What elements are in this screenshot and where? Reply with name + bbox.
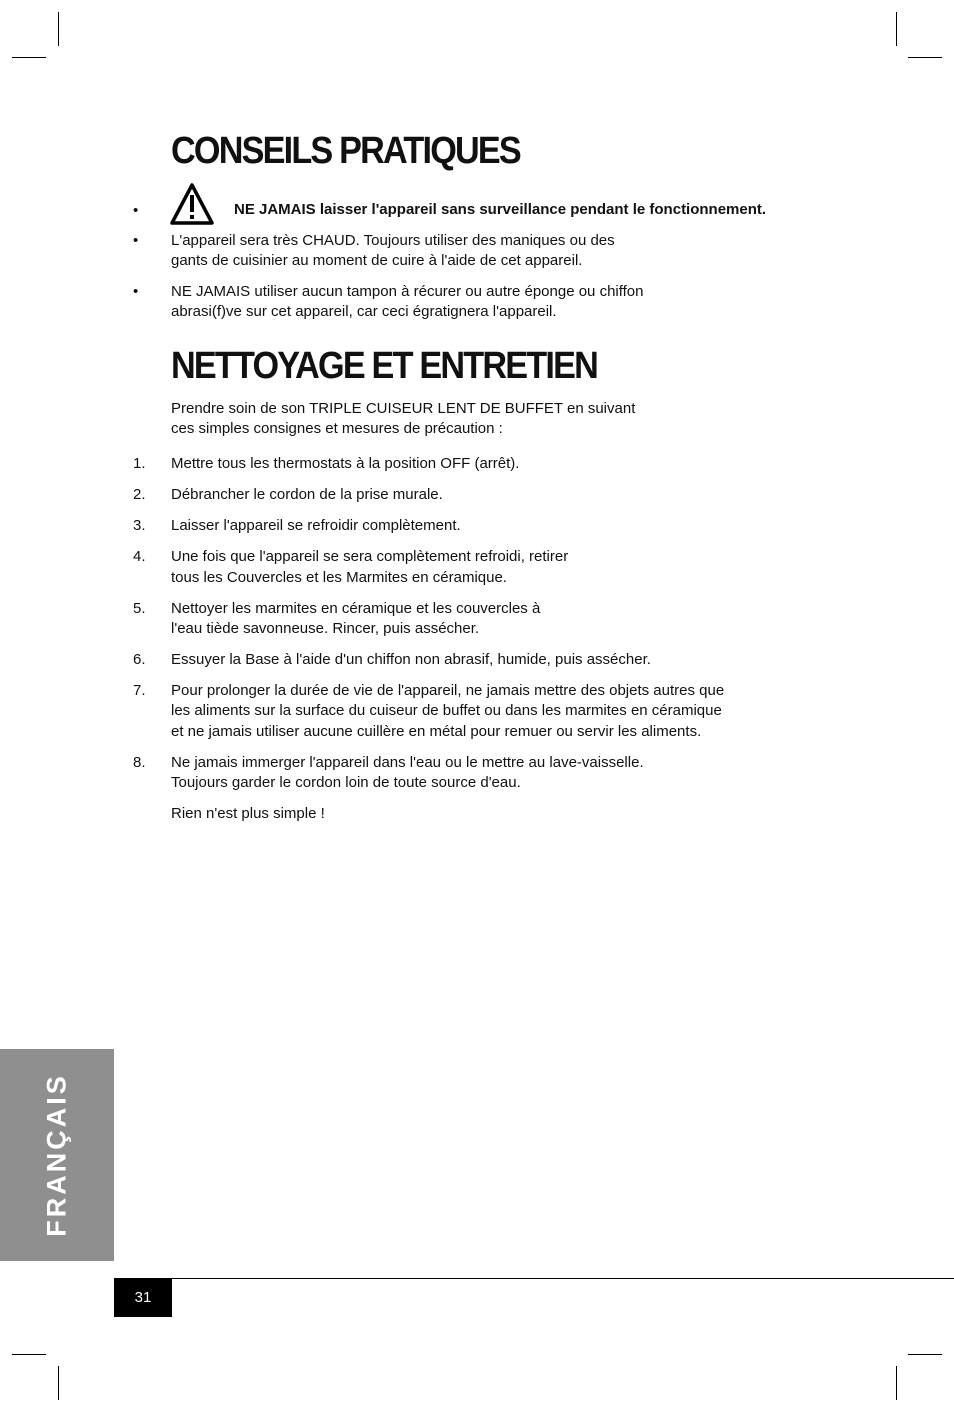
crop-mark: [58, 1366, 59, 1400]
step-text: et ne jamais utiliser aucune cuillère en métal pour remuer ou servir les aliments.: [171, 723, 702, 740]
step-text: Une fois que l'appareil se sera complètement refroidi, retirer: [171, 548, 569, 565]
bullet: •: [133, 202, 139, 219]
step-text: Pour prolonger la durée de vie de l'appareil, ne jamais mettre des objets autres que: [171, 682, 725, 699]
tip-text: L'appareil sera très CHAUD. Toujours utiliser des maniques ou des: [171, 232, 615, 249]
crop-mark: [896, 1366, 897, 1400]
step-number: 7.: [133, 682, 146, 699]
tips-heading: CONSEILS PRATIQUES: [171, 130, 520, 172]
tip-text: NE JAMAIS utiliser aucun tampon à récurer ou autre éponge ou chiffon: [171, 283, 644, 300]
step-number: 4.: [133, 548, 146, 565]
crop-mark: [896, 12, 897, 46]
step-number: 6.: [133, 651, 146, 668]
step-number: 5.: [133, 600, 146, 617]
step-text: Toujours garder le cordon loin de toute source d'eau.: [171, 774, 521, 791]
step-text: tous les Couvercles et les Marmites en céramique.: [171, 569, 507, 586]
step-text: Laisser l'appareil se refroidir complètement.: [171, 517, 461, 534]
step-number: 2.: [133, 486, 146, 503]
step-text: l'eau tiède savonneuse. Rincer, puis assécher.: [171, 620, 480, 637]
footer-rule: [114, 1278, 954, 1279]
tip-text: abrasi(f)ve sur cet appareil, car ceci égratignera l'appareil.: [171, 303, 557, 320]
step-text: Essuyer la Base à l'aide d'un chiffon non abrasif, humide, puis assécher.: [171, 651, 651, 668]
language-tab: [0, 1049, 114, 1261]
step-text: Nettoyer les marmites en céramique et les couvercles à: [171, 600, 541, 617]
intro-text: ces simples consignes et mesures de précaution :: [171, 420, 503, 437]
cleaning-heading: NETTOYAGE ET ENTRETIEN: [171, 345, 597, 387]
step-number: 8.: [133, 754, 146, 771]
crop-mark: [12, 57, 46, 58]
intro-text: Prendre soin de son TRIPLE CUISEUR LENT DE BUFFET en suivant: [171, 400, 636, 417]
step-text: les aliments sur la surface du cuiseur de buffet ou dans les marmites en céramique: [171, 702, 722, 719]
crop-mark: [12, 1354, 46, 1355]
step-text: Ne jamais immerger l'appareil dans l'eau ou le mettre au lave-vaisselle.: [171, 754, 644, 771]
crop-mark: [908, 57, 942, 58]
step-number: 1.: [133, 455, 146, 472]
bullet: •: [133, 283, 139, 300]
bullet: •: [133, 232, 139, 249]
language-tab-label: FRANÇAIS: [41, 1073, 72, 1237]
step-text: Débrancher le cordon de la prise murale.: [171, 486, 443, 503]
tip-text: gants de cuisinier au moment de cuire à l'aide de cet appareil.: [171, 252, 583, 269]
closing-text: Rien n'est plus simple !: [171, 805, 325, 822]
crop-mark: [908, 1354, 942, 1355]
tip-warning-text: NE JAMAIS laisser l'appareil sans surveillance pendant le fonctionnement.: [234, 201, 767, 218]
step-number: 3.: [133, 517, 146, 534]
crop-mark: [58, 12, 59, 46]
page-number: 31: [114, 1278, 172, 1317]
step-text: Mettre tous les thermostats à la position OFF (arrêt).: [171, 455, 520, 472]
warning-triangle-icon: [169, 182, 215, 226]
